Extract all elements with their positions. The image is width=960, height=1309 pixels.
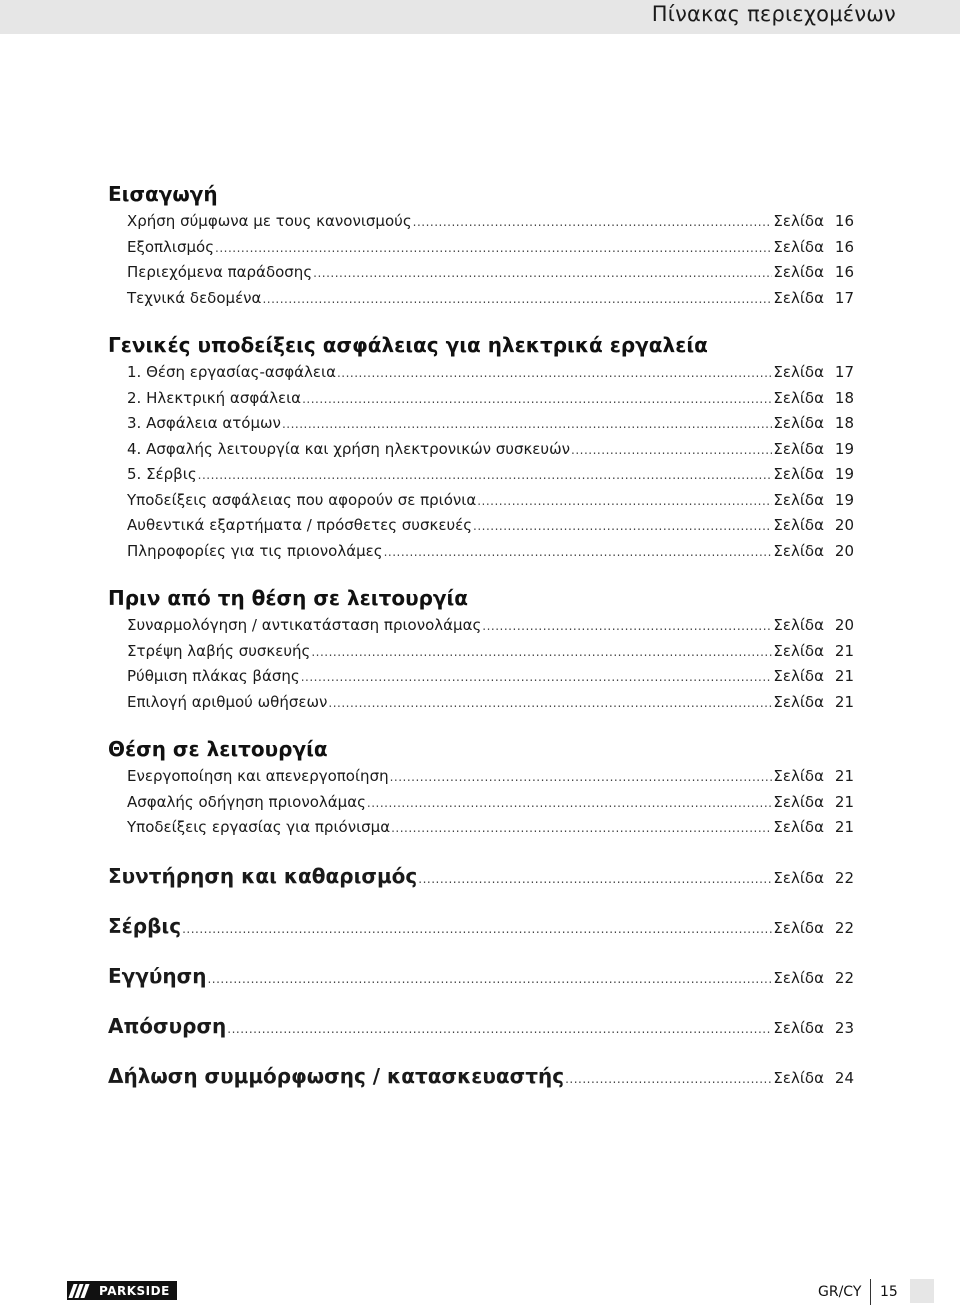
toc-section-operation xyxy=(108,735,854,841)
toc-chapter-disposal[interactable] xyxy=(108,1011,854,1041)
page-word: Σελίδα xyxy=(773,363,824,381)
page-word: Σελίδα xyxy=(773,1018,824,1037)
page-number: 18 xyxy=(834,388,854,407)
entry-label: Χρήση σύμφωνα με τους κανονισμούς xyxy=(127,212,412,230)
toc-entry[interactable] xyxy=(108,437,854,463)
leader-dots xyxy=(418,864,772,894)
toc-entry[interactable] xyxy=(108,411,854,437)
table-of-contents xyxy=(108,180,854,1111)
footer-divider xyxy=(870,1279,871,1305)
page-number: 20 xyxy=(834,616,854,634)
entry-label: Ενεργοποίηση και απενεργοποίηση xyxy=(127,767,389,785)
toc-entry[interactable] xyxy=(108,286,854,312)
chapter-label: Δήλωση συμμόρφωσης / κατασκευαστής xyxy=(108,1063,565,1088)
toc-entry[interactable] xyxy=(108,386,854,412)
toc-chapter-declaration[interactable] xyxy=(108,1061,854,1091)
toc-entry[interactable] xyxy=(108,639,854,665)
page-word: Σελίδα xyxy=(773,868,824,887)
brand-name: PARKSIDE xyxy=(99,1283,170,1298)
entry-label: Ρύθμιση πλάκας βάσης xyxy=(127,667,300,685)
entry-label: Επιλογή αριθμού ωθήσεων xyxy=(127,692,328,711)
chapter-label: Συντήρηση και καθαρισμός xyxy=(108,863,418,888)
toc-section-safety xyxy=(108,331,854,564)
chapter-label: Εγγύηση xyxy=(108,963,207,988)
leader-dots xyxy=(482,614,772,640)
entry-label: Υποδείξεις ασφάλειας που αφορούν σε πριόνια xyxy=(127,490,477,509)
section-heading: Εισαγωγή xyxy=(108,182,218,206)
page-word: Σελίδα xyxy=(773,792,824,811)
page-number: 24 xyxy=(834,1068,854,1087)
page-word: Σελίδα xyxy=(773,918,824,937)
page-word: Σελίδα xyxy=(773,516,824,534)
page-number: 22 xyxy=(834,918,854,937)
page-number: 23 xyxy=(834,1018,854,1037)
leader-dots xyxy=(565,1064,772,1094)
page-word: Σελίδα xyxy=(773,692,824,711)
entry-label: Υποδείξεις εργασίας για πριόνισμα xyxy=(127,818,391,836)
toc-entry[interactable] xyxy=(108,664,854,690)
page-word: Σελίδα xyxy=(773,767,824,785)
page-number: 21 xyxy=(834,818,854,836)
page-word: Σελίδα xyxy=(773,288,824,307)
page-number: 21 xyxy=(834,641,854,660)
entry-label: Περιεχόμενα παράδοσης xyxy=(127,263,313,281)
leader-dots xyxy=(313,261,772,287)
toc-entry[interactable] xyxy=(108,360,854,386)
entry-label: Ασφαλής οδήγηση πριονολάμας xyxy=(127,792,366,811)
leader-dots xyxy=(337,361,772,387)
entry-label: Εξοπλισμός xyxy=(127,237,215,256)
leader-dots xyxy=(390,765,773,791)
leader-dots xyxy=(182,914,772,944)
leader-dots xyxy=(367,791,772,817)
chapter-label: Σέρβις xyxy=(108,913,182,938)
leader-dots xyxy=(477,489,772,515)
page-number: 18 xyxy=(834,414,854,432)
page-number: 21 xyxy=(834,767,854,785)
entry-label: Αυθεντικά εξαρτήματα / πρόσθετες συσκευές xyxy=(127,516,473,534)
leader-dots xyxy=(413,210,773,236)
page-word: Σελίδα xyxy=(773,490,824,509)
toc-entry[interactable] xyxy=(108,690,854,716)
entry-label: Συναρμολόγηση / αντικατάσταση πριονολάμας xyxy=(127,616,482,634)
logo-stripes-icon xyxy=(67,1281,99,1300)
page-number: 21 xyxy=(834,667,854,685)
entry-label: Πληροφορίες για τις πριονολάμες xyxy=(127,541,383,560)
leader-dots xyxy=(311,640,772,666)
page-number: 16 xyxy=(834,263,854,281)
leader-dots xyxy=(328,691,772,717)
leader-dots xyxy=(215,236,772,262)
parkside-logo xyxy=(67,1281,177,1300)
toc-chapter-service[interactable] xyxy=(108,911,854,941)
entry-label: 5. Σέρβις xyxy=(127,465,197,483)
toc-entry[interactable] xyxy=(108,260,854,286)
page-number: 17 xyxy=(834,288,854,307)
leader-dots xyxy=(473,514,772,540)
toc-section-before-operation xyxy=(108,584,854,715)
entry-label: Τεχνικά δεδομένα xyxy=(127,288,262,307)
leader-dots xyxy=(207,964,772,994)
toc-chapter-warranty[interactable] xyxy=(108,961,854,991)
page-word: Σελίδα xyxy=(773,818,824,836)
page-number: 17 xyxy=(834,363,854,381)
entry-label: 1. Θέση εργασίας-ασφάλεια xyxy=(127,363,336,381)
page-word: Σελίδα xyxy=(773,414,824,432)
page-title: Πίνακας περιεχομένων xyxy=(651,2,896,26)
section-heading: Πριν από τη θέση σε λειτουργία xyxy=(108,586,469,610)
toc-entry[interactable] xyxy=(108,790,854,816)
toc-entry[interactable] xyxy=(108,539,854,565)
entry-label: Στρέψη λαβής συσκευής xyxy=(127,641,311,660)
page-word: Σελίδα xyxy=(773,968,824,987)
chapter-label: Απόσυρση xyxy=(108,1013,227,1038)
page-word: Σελίδα xyxy=(773,1068,824,1087)
header-bar xyxy=(0,0,960,34)
toc-entry[interactable] xyxy=(108,815,854,841)
entry-label: 4. Ασφαλής λειτουργία και χρήση ηλεκτρονικών συσκευών xyxy=(127,439,571,458)
leader-dots xyxy=(282,412,772,438)
page-number: 19 xyxy=(834,439,854,458)
leader-dots xyxy=(227,1014,772,1044)
leader-dots xyxy=(301,665,773,691)
page-word: Σελίδα xyxy=(773,237,824,256)
page-number: 22 xyxy=(834,968,854,987)
page-number: 21 xyxy=(834,792,854,811)
toc-chapter-maintenance[interactable] xyxy=(108,861,854,891)
toc-entry[interactable] xyxy=(108,235,854,261)
page-word: Σελίδα xyxy=(773,439,824,458)
page-number: 16 xyxy=(834,212,854,230)
footer-corner-box xyxy=(910,1279,934,1303)
toc-entry[interactable] xyxy=(108,209,854,235)
page-number: 20 xyxy=(834,516,854,534)
toc-section-introduction xyxy=(108,180,854,311)
entry-label: 3. Ασφάλεια ατόμων xyxy=(127,414,281,432)
toc-entry[interactable] xyxy=(108,513,854,539)
page-number: 19 xyxy=(834,465,854,483)
toc-entry[interactable] xyxy=(108,764,854,790)
page-number: 22 xyxy=(834,868,854,887)
region-code: GR/CY xyxy=(818,1284,862,1300)
leader-dots xyxy=(262,287,772,313)
page-number: 21 xyxy=(834,692,854,711)
page-number: 20 xyxy=(834,541,854,560)
page-word: Σελίδα xyxy=(773,641,824,660)
page-word: Σελίδα xyxy=(773,616,824,634)
entry-label: 2. Ηλεκτρική ασφάλεια xyxy=(127,388,302,407)
section-heading: Γενικές υποδείξεις ασφάλειας για ηλεκτρικά εργαλεία xyxy=(108,333,708,357)
page-word: Σελίδα xyxy=(773,388,824,407)
page-number: 19 xyxy=(834,490,854,509)
toc-entry[interactable] xyxy=(108,613,854,639)
leader-dots xyxy=(384,540,773,566)
leader-dots xyxy=(302,387,772,413)
toc-entry[interactable] xyxy=(108,488,854,514)
leader-dots xyxy=(571,438,772,464)
page-number-footer: 15 xyxy=(880,1284,898,1300)
page-word: Σελίδα xyxy=(773,667,824,685)
leader-dots xyxy=(391,816,772,842)
section-heading: Θέση σε λειτουργία xyxy=(108,737,328,761)
page-number: 16 xyxy=(834,237,854,256)
page-word: Σελίδα xyxy=(773,465,824,483)
leader-dots xyxy=(198,463,773,489)
page-word: Σελίδα xyxy=(773,212,824,230)
page-word: Σελίδα xyxy=(773,263,824,281)
toc-entry[interactable] xyxy=(108,462,854,488)
page-word: Σελίδα xyxy=(773,541,824,560)
